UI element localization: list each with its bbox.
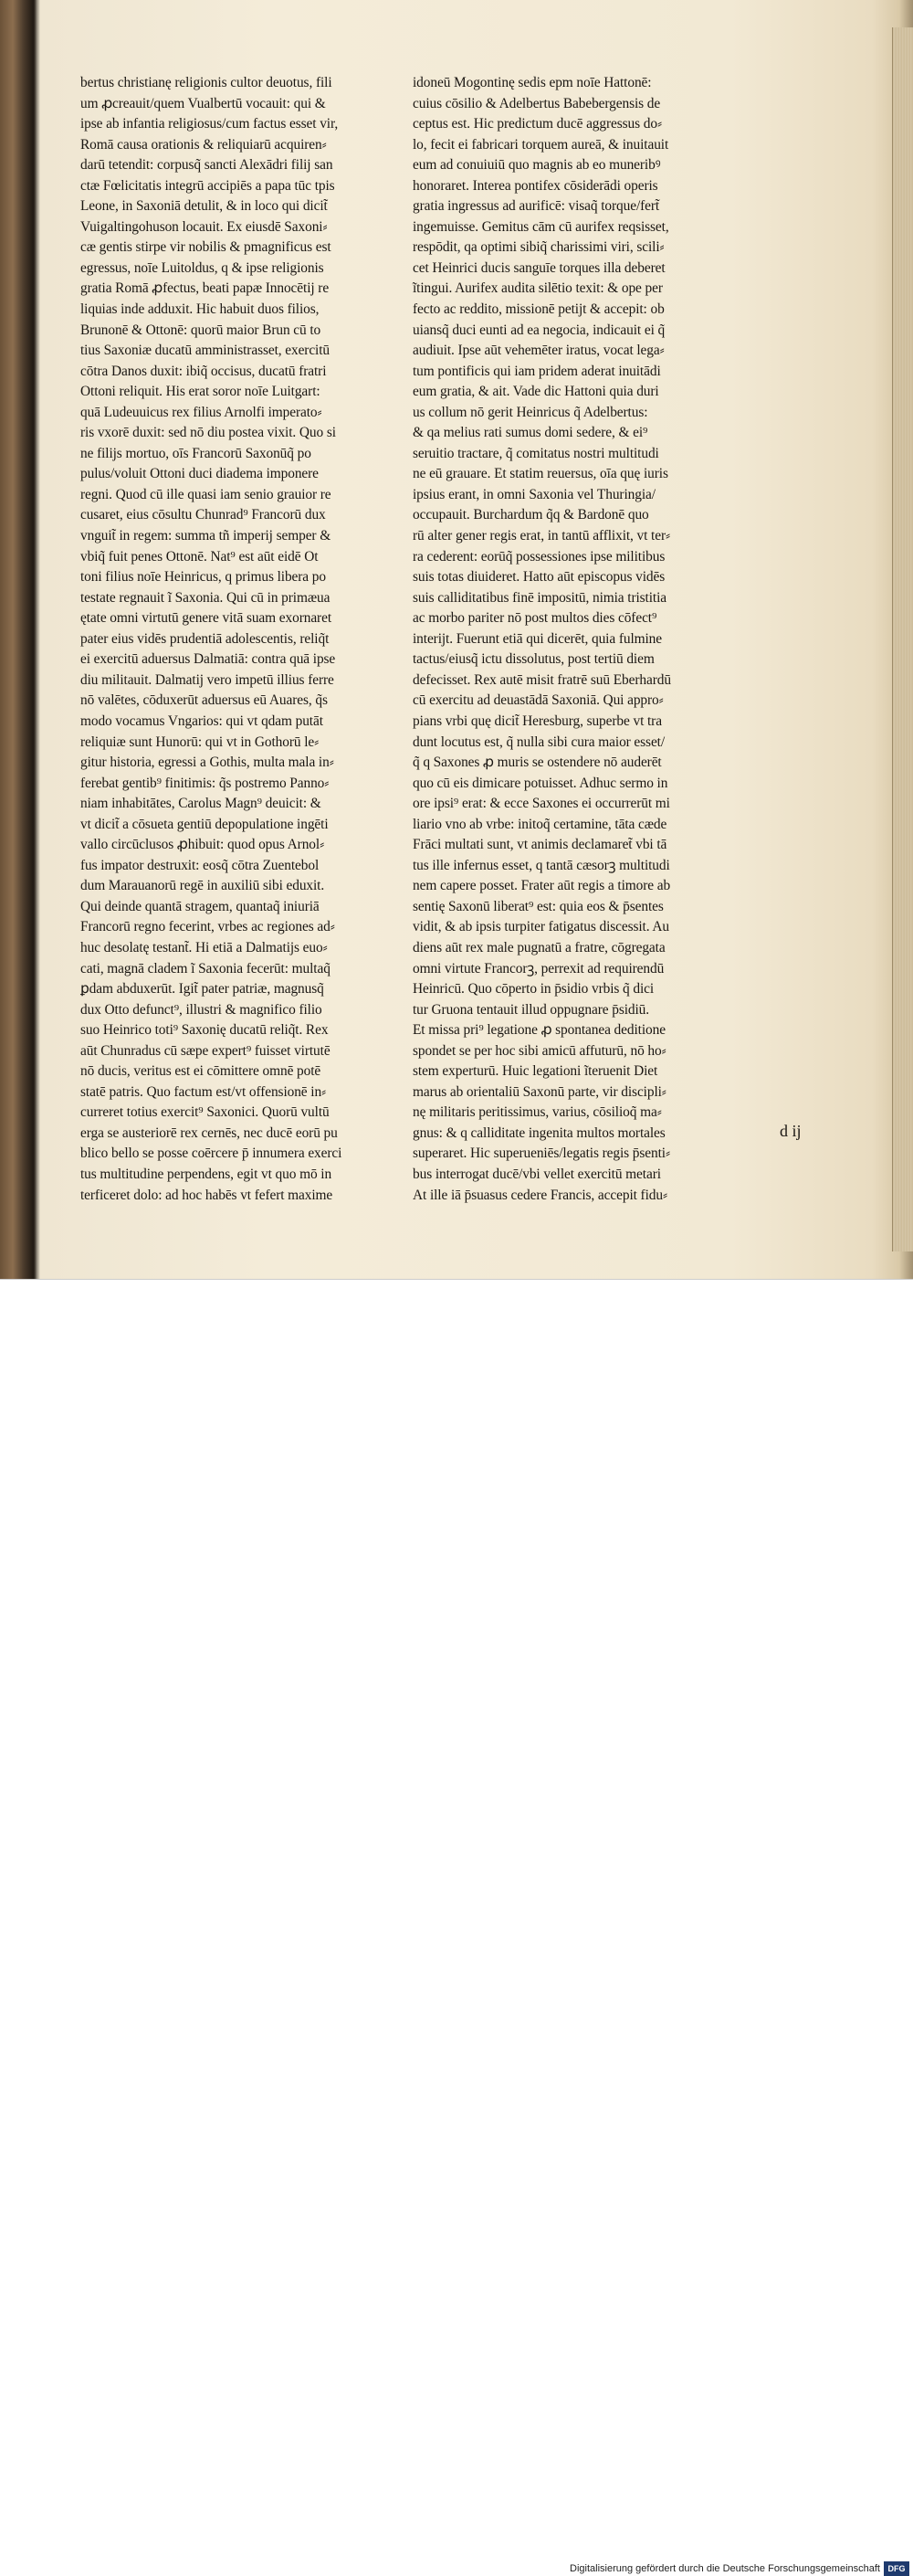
text-line: gratia Romā ꝓfectus, beati papæ Innocētij re [80,280,330,297]
text-line: ac morbo pariter nō post multos dies cōfect⁹ [413,610,657,627]
text-line: dunt locutus est, q̃ nulla sibi cura maior esset/ [413,734,666,750]
text-line: vt dicit̃ a cōsueta gentiū depopulatione ingēti [80,816,329,832]
text-line: Vuigaltingohuson locauit. Ex eiusdē Saxoni⸗ [80,218,328,235]
text-line: nō valētes, cōduxerūt aduersus eū Auares, q̃s [80,692,328,709]
text-line: tum pontificis qui iam pridem aderat inuitādi [413,363,661,379]
text-line: omni virtute Francorꝫ, perrexit ad requirendū [413,960,665,977]
text-line: cæ gentis stirpe vir nobilis & pmagnificus est [80,239,331,256]
text-line: ferebat gentib⁹ finitimis: q̃s postremo Panno⸗ [80,775,330,791]
text-line: audiuit. Ipse aūt vehemēter iratus, vocat lega⸗ [413,343,665,359]
text-line: Leone, in Saxoniā detulit, & in loco qui dicit̃ [80,198,328,215]
text-line: liario vno ab vrbe: initoq̃ certamine, tāta cæde [413,816,667,832]
text-line: huc desolatę testant̃. Hi etiā a Dalmatijs euo⸗ [80,939,328,955]
text-line: eum ad conuiuiū quo magnis ab eo muneribꝰ [413,157,661,174]
right-text-column [413,73,778,1206]
text-line: erga se austeriorē rex cernēs, nec ducē eorū pu [80,1124,338,1141]
page-edge-stack [892,27,913,1251]
text-line: egressus, noīe Luitoldus, q & ipse religionis [80,259,324,276]
text-line: liquias inde adduxit. Hic habuit duos filios, [80,301,320,318]
text-line: aūt Chunradus cū sæpe expert⁹ fuisset virtutē [80,1042,331,1059]
text-line: quā Ludeuuicus rex filius Arnolfi imperato⸗ [80,404,322,420]
text-line: cet Heinrici ducis sanguīe torques illa deberet [413,259,666,276]
text-line: tius Saxoniæ ducatū amministrasset, exercitū [80,343,331,359]
text-line: lo, fecit ei fabricari torquem aureā, & inuitauit [413,136,669,153]
text-line: toni filius noīe Heinricus, q primus libera po [80,569,326,586]
text-line: nō ducis, veritus est ei cōmittere omnē potē [80,1063,321,1080]
text-line: ipsius erant, in omni Saxonia vel Thuringia/ [413,486,656,502]
text-line: & qa melius rati sumus domi sedere, & ei⁹ [413,425,648,441]
text-line: stem experturū. Huic legationi ĩteruenit Diet [413,1063,658,1080]
text-line: Brunonē & Ottonē: quorū maior Brun cū to [80,322,321,338]
text-line: testate regnauit ĩ Saxonia. Qui cū in primæua [80,589,331,606]
text-line: fus impator destruxit: eosq̃ cōtra Zuentebol [80,857,320,873]
text-line: cusaret, eius cōsultu Chunrad⁹ Francorū dux [80,507,326,523]
text-line: nem capere posset. Frater aūt regis a timore ab [413,878,671,894]
text-line: dux Otto defunct⁹, illustri & magnifico filio [80,1001,322,1018]
text-line: idoneū Mogontinę sedis epm noīe Hattonē: [413,75,652,90]
text-line: niam inhabitātes, Carolus Magn⁹ deuicit: & [80,796,321,812]
text-line: Et missa pri⁹ legatione ꝓ spontanea deditione [413,1022,666,1039]
text-line: modo vocamus Vngarios: qui vt qdam putāt [80,713,323,729]
text-line: ꝑdam abduxerūt. Igit̃ pater patriæ, magnusq̃ [80,981,324,998]
text-line: ingemuisse. Gemitus cām cū aurifex reqsisset, [413,218,669,235]
text-line: ei exercitū aduersus Dalmatiā: contra quā ipse [80,651,336,668]
text-line: tus ille infernus esset, q tantā cæsorꝫ multitudi [413,857,670,873]
text-line: gitur historia, egressi a Gothis, multa mala in⸗ [80,755,334,771]
text-line: eum gratia, & ait. Vade dic Hattoni quia duri [413,384,659,400]
text-line: ore ipsi⁹ erat: & ecce Saxones ei occurrerūt mi [413,796,670,812]
funding-credit: Digitalisierung gefördert durch die Deutsche Forschungsgemeinschaft [570,2563,880,2574]
text-line: Qui deinde quantā stragem, quantaq̃ iniuriā [80,898,320,914]
text-line: blico bello se posse coērcere p̄ innumera exerci [80,1145,342,1162]
left-text-column [80,73,438,1206]
text-line: q̃ q Saxones ꝓ muris se ostendere nō auderēt [413,755,662,771]
text-line: occupauit. Burchardum q̃q & Bardonē quo [413,507,649,523]
text-line: Romā causa orationis & reliquiarū acquiren⸗ [80,136,327,153]
text-line: rū alter gener regis erat, in tantū afflixit, vt ter⸗ [413,528,671,544]
text-line: ne eū grauare. Et statim reuersus, oīa quę iuris [413,466,668,482]
text-line: marus ab orientaliū Saxonū parte, vir discipli⸗ [413,1083,666,1100]
text-line: uiansq̃ duci eunti ad ea negocia, indicauit ei q̃ [413,322,666,338]
text-line: pulus/voluit Ottoni duci diadema imponere [80,466,319,482]
text-line: interijt. Fuerunt etiā qui dicerēt, quia fulmine [413,630,663,647]
text-line: Frāci multati sunt, vt animis declamaret̃ vbi tā [413,837,667,853]
signature-mark: d ij [780,1122,802,1140]
text-line: defecisset. Rex autē misit fratrē suū Eberhardū [413,671,671,688]
text-line: nę militaris peritissimus, varius, cōsilioq̃ ma⸗ [413,1104,662,1121]
footer-bar [0,1279,913,2574]
text-line: ctæ Fœlicitatis integrū accipiēs a papa tūc tpis [80,177,335,194]
text-line: terficeret dolo: ad hoc habēs vt fefert maxime [80,1187,333,1203]
text-line: vbiq̃ fuit penes Ottonē. Nat⁹ est aūt eidē Ot [80,548,319,565]
text-line: diens aūt rex male pugnatū a fratre, cōgregata [413,939,666,955]
text-line: ętate omni virtutū genere vitā suam exornaret [80,610,331,627]
text-line: curreret totius exercit⁹ Saxonici. Quorū vultū [80,1104,330,1121]
text-line: cū exercitu ad deuastādā Saxoniā. Qui appro⸗ [413,692,664,709]
text-line: quo cū eis dimicare potuisset. Adhuc sermo in [413,775,668,791]
text-line: honoraret. Interea pontifex cōsiderādi operis [413,177,658,194]
text-line: respōdit, qa optimi sibiq̃ charissimi viri, scili⸗ [413,239,665,256]
text-line: darū tetendit: corpusq̃ sancti Alexādri filij san [80,157,333,174]
book-page [40,0,893,1279]
text-line: Heinricū. Quo cōperto in p̄sidio vrbis q̃ dici [413,981,655,998]
text-line: suo Heinrico toti⁹ Saxonię ducatū reliq̃t. Rex [80,1022,329,1039]
text-line: cuius cōsilio & Adelbertus Babebergensis de [413,95,661,111]
text-line: Ottoni reliquit. His erat soror noīe Luitgart: [80,384,320,400]
text-line: reliquiæ sunt Hunorū: qui vt in Gothorū le⸗ [80,734,320,750]
text-line: regni. Quod cū ille quasi iam senio grauior re [80,486,331,502]
text-line: vidit, & ab ipsis turpiter fatigatus discessit. Au [413,919,669,935]
text-line: Francorū regno fecerint, vrbes ac regiones ad⸗ [80,919,335,935]
text-line: suis totas diuideret. Hatto aūt episcopus vidēs [413,569,666,586]
text-line: gratia ingressus ad aurificē: visaq̃ torque/fert̃ [413,198,660,215]
text-line: pater eius vidēs prudentiā adolescentis, reliq̃t [80,630,330,647]
text-line: ra cederent: eorūq̃ possessiones ipse militibus [413,548,666,565]
text-line: ne filijs mortuo, oīs Francorū Saxonūq̃ po [80,445,311,461]
text-line: um ꝓcreauit/quem Vualbertū vocauit: qui & [80,95,326,111]
text-line: tur Gruona tentauit illud oppugnare p̄sidiū. [413,1001,650,1018]
left-page-gutter [0,0,37,1279]
text-line: us collum nō gerit Heinricus q̃ Adelbertus: [413,404,648,420]
text-line: suis calliditatibus finē impositū, nimia tristitia [413,589,666,606]
text-line: fecto ac reddito, missionē petijt & accepit: ob [413,301,665,318]
text-line: bus interrogat ducē/vbi vellet exercitū metari [413,1166,661,1182]
text-line: superaret. Hic superueniēs/legatis regis p̄senti⸗ [413,1145,670,1162]
text-line: ĩtingui. Aurifex audita silētio texit: & ope per [413,280,663,297]
text-line: cōtra Danos duxit: ibiq̃ occisus, ducatū fratri [80,363,327,379]
text-line: ipse ab infantia religiosus/cum factus esset vir, [80,116,339,132]
text-line: vallo circūclusos ꝓhibuit: quod opus Arnol⸗ [80,837,325,853]
text-line: statē patris. Quo factum est/vt offensionē in⸗ [80,1083,327,1100]
text-line: cati, magnā cladem ĩ Saxonia fecerūt: multaq̃ [80,960,331,977]
text-line: diu militauit. Dalmatij vero impetū illius ferre [80,671,334,688]
text-line: seruitio tractare, q̃ comitatus nostri multitudi [413,445,659,461]
text-line: sentię Saxonū liberat⁹ est: quia eos & p̄sentes [413,898,664,914]
text-line: At ille iā p̄suasus cedere Francis, accepit fidu⸗ [413,1187,667,1203]
text-line: ris vxorē duxit: sed nō diu postea vixit. Quo si [80,425,336,441]
dfg-logo: DFG [884,2561,909,2576]
text-line: bertus christianę religionis cultor deuotus, fili [80,75,332,90]
text-line: pians vrbi quę dicit̃ Heresburg, superbe vt tra [413,713,662,729]
text-line: spondet se per hoc sibi amicū affuturū, nō ho⸗ [413,1042,666,1059]
text-line: tactus/eiusq̃ ictu dissolutus, post tertiū diem [413,651,655,668]
text-line: gnus: & q calliditate ingenita multos mortales [413,1124,666,1141]
text-line: ceptus est. Hic predictum ducē aggressus do⸗ [413,116,662,132]
text-line: tus multitudine perpendens, egit vt quo mō in [80,1166,332,1182]
text-line: vnguit̃ in regem: summa tñ imperij semper & [80,528,331,544]
text-line: dum Marauanorū regē in auxiliū sibi eduxit. [80,878,325,894]
